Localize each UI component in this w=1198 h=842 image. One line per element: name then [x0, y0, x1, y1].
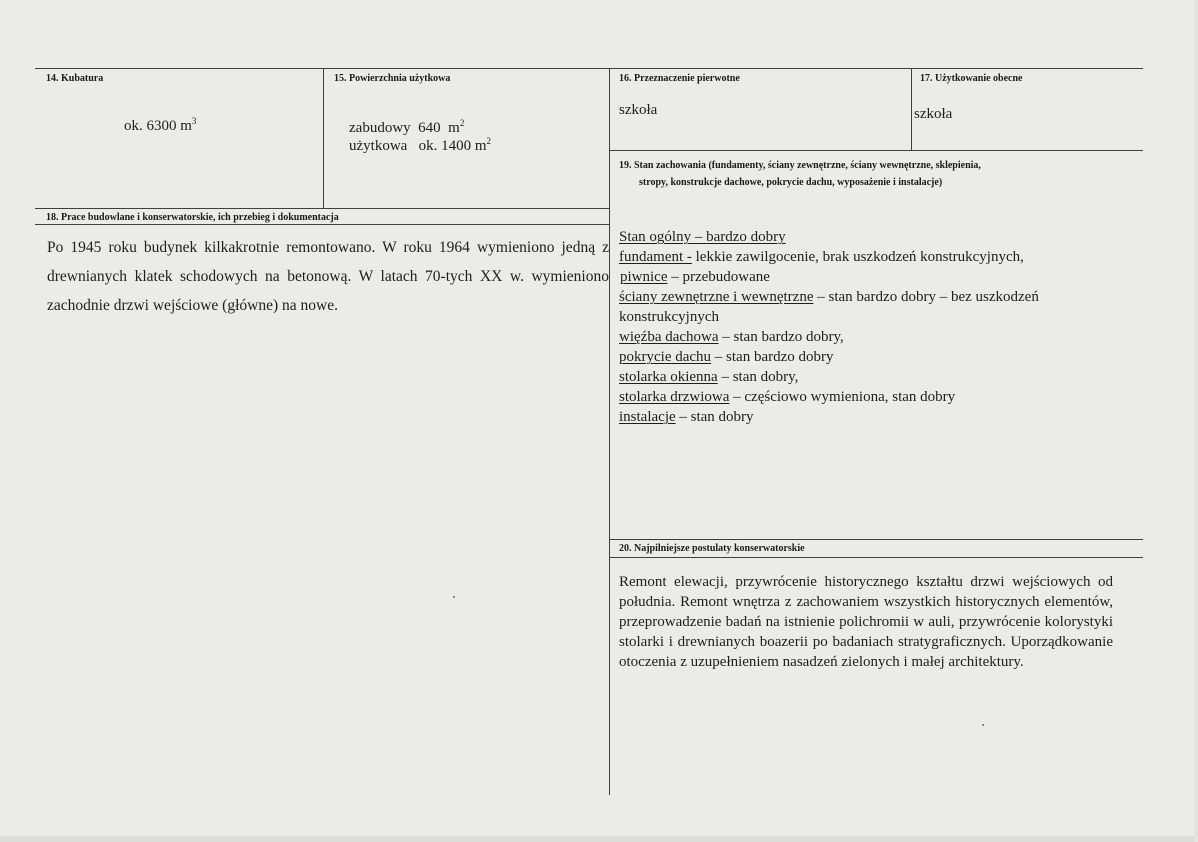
state-row [619, 367, 1109, 387]
state-row [619, 307, 1109, 327]
field-19-label [619, 157, 1099, 191]
field-20-label: 20. Najpilniejsze postulaty konserwatorskie [619, 543, 805, 554]
field-17-value: szkoła [914, 106, 953, 122]
field-14-value [124, 118, 196, 135]
paper-speck [453, 596, 455, 598]
state-row [619, 227, 1109, 247]
zabudowy-value: zabudowy 640 m [349, 120, 460, 136]
state-desc: – stan dobry [675, 409, 754, 425]
field-18-text: Po 1945 roku budynek kilkakrotnie remontowano. W roku 1964 wymieniono jedną z drewnianych klatek schodowych na betonową. W latach 70-tych XX w. wymieniono zachodnie drzwi wejściowe (główne) na nowe. [47, 239, 609, 314]
field-19-label-line1: 19. Stan zachowania (fundamenty, ściany zewnętrzne, ściany wewnętrzne, sklepienia, [619, 160, 981, 171]
state-desc: – stan bardzo dobry [711, 349, 834, 365]
field-16-value: szkoła [619, 102, 658, 118]
card-edge-right [1194, 0, 1198, 842]
state-desc: – stan bardzo dobry, [718, 329, 844, 345]
field-14-label: 14. Kubatura [46, 73, 104, 84]
field-15-label: 15. Powierzchnia użytkowa [334, 73, 451, 84]
rule-under-18-label [35, 224, 609, 225]
state-desc: – częściowo wymieniona, stan dobry [729, 389, 956, 405]
state-desc: konstrukcyjnych [619, 309, 719, 325]
state-row [619, 347, 1109, 367]
rule-under-16-17 [609, 150, 1143, 151]
state-desc: – stan bardzo dobry – bez uszkodzeń [813, 289, 1039, 305]
field-18-label: 18. Prace budowlane i konserwatorskie, ich przebieg i dokumentacja [46, 212, 339, 223]
state-row [619, 267, 1109, 287]
field-19-list [619, 227, 1109, 427]
field-19-label-line2: stropy, konstrukcje dachowe, pokrycie dachu, wyposażenie i instalacje) [639, 177, 943, 188]
state-desc: – przebudowane [667, 269, 770, 285]
state-row [619, 387, 1109, 407]
top-rule [35, 68, 1143, 69]
state-term: Stan ogólny – bardzo dobry [619, 229, 786, 245]
state-term: fundament - [619, 249, 692, 265]
field-20-text: Remont elewacji, przywrócenie historycznego kształtu drzwi wejściowych od południa. Remont wnętrza z zachowaniem wszystkich historycznych elementów, przeprowadzenie badań na istnienie polichromii w auli, przywrócenie kolorystyki stolarki i drewnianych boazerii po badaniach stratygraficznych. Uporządkowanie otoczenia z uzupełnieniem nasadzeń zielonych i małej architektury. [619, 574, 1113, 670]
paper-speck [982, 724, 984, 726]
state-term: ściany zewnętrzne i wewnętrzne [619, 289, 814, 305]
uzytkowa-unit-exponent: 2 [486, 136, 491, 146]
state-term: więźba dachowa [619, 329, 719, 345]
divider-16-17 [911, 68, 912, 151]
divider-14-15 [323, 68, 324, 209]
state-term: stolarka drzwiowa [619, 389, 730, 405]
state-term: stolarka okienna [619, 369, 718, 385]
state-term: pokrycie dachu [619, 349, 712, 365]
state-term: instalacje [619, 409, 676, 425]
state-row [619, 247, 1109, 267]
state-row [619, 407, 1109, 427]
field-17-label: 17. Użytkowanie obecne [920, 73, 1023, 84]
rule-above-20 [609, 539, 1143, 540]
zabudowy-unit-exponent: 2 [459, 118, 465, 128]
state-row [619, 287, 1109, 307]
divider-main [609, 68, 610, 795]
rule-under-20-label [609, 557, 1143, 558]
state-term: piwnice [620, 269, 668, 285]
uzytkowa-value: użytkowa ok. 1400 m [349, 138, 487, 154]
rule-above-18 [35, 208, 609, 209]
field-16-label: 16. Przeznaczenie pierwotne [619, 73, 740, 84]
kubatura-value: ok. 6300 m [124, 118, 192, 134]
state-desc: lekkie zawilgocenie, brak uszkodzeń konstrukcyjnych, [691, 249, 1024, 265]
field-15-line2 [334, 121, 491, 172]
state-desc: – stan dobry, [717, 369, 799, 385]
card-edge-bottom [0, 836, 1198, 842]
kubatura-unit-exponent: 3 [191, 116, 197, 126]
state-row [619, 327, 1109, 347]
